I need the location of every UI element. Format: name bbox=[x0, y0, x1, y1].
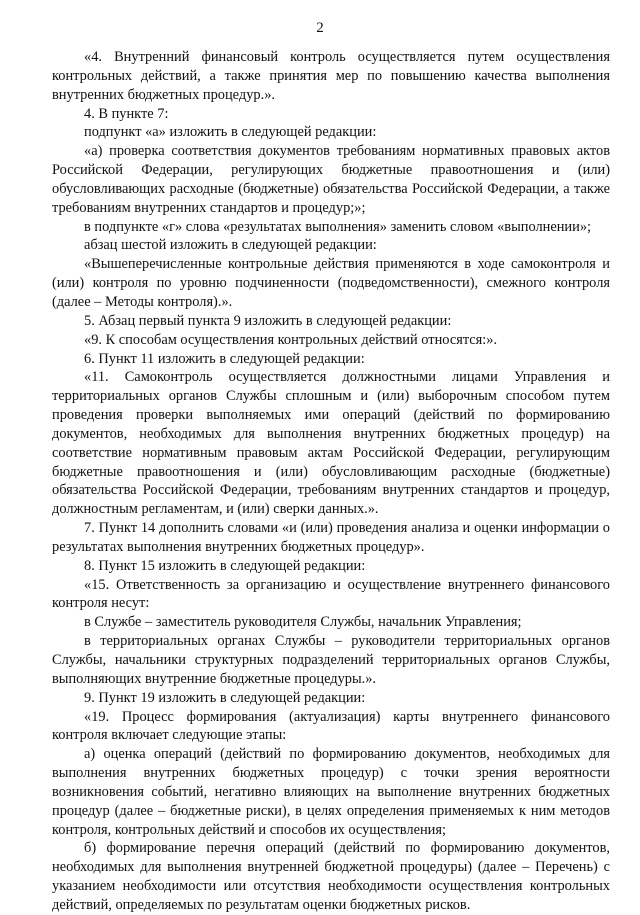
paragraph: в Службе – заместитель руководителя Службы, начальник Управления; bbox=[84, 614, 522, 631]
paragraph: «Вышеперечисленные контрольные действия применяются в ходе самоконтроля и (или) контроля по уровню подчиненности (подведомственности), смежного контроля (далее – Методы контроля).». bbox=[52, 256, 610, 310]
paragraph: а) оценка операций (действий по формированию документов, необходимых для выполнения внутренних бюджетных процедур) с точки зрения вероятности возникновения событий, негативно влияющих на выполнение внутренних бюджетных процедур (далее – бюджетные риски), в целях определения применяемых к ним методов контроля, контрольных действий и способов их осуществления; bbox=[52, 746, 610, 838]
paragraph: 8. Пункт 15 изложить в следующей редакции: bbox=[84, 557, 366, 574]
paragraph: 6. Пункт 11 изложить в следующей редакции: bbox=[84, 350, 365, 367]
page-number: 2 bbox=[316, 20, 324, 36]
paragraph: 5. Абзац первый пункта 9 изложить в следующей редакции: bbox=[84, 312, 452, 329]
paragraph: абзац шестой изложить в следующей редакции: bbox=[84, 237, 377, 254]
paragraph: «15. Ответственность за организацию и осуществление внутреннего финансового контроля несут: bbox=[52, 576, 610, 612]
paragraph: б) формирование перечня операций (действий по формированию документов, необходимых для выполнения внутренней бюджетной процедуры) (далее – Перечень) с указанием необходимости или отсутствия необходимости осуществления контрольных действий, определяемых по результатам оценки бюджетных рисков. bbox=[52, 840, 610, 913]
paragraph: 9. Пункт 19 изложить в следующей редакции: bbox=[84, 689, 366, 706]
paragraph: «19. Процесс формирования (актуализация) карты внутреннего финансового контроля включает следующие этапы: bbox=[52, 708, 610, 744]
paragraph: в подпункте «г» слова «результатах выполнения» заменить словом «выполнении»; bbox=[84, 218, 592, 235]
paragraph: «4. Внутренний финансовый контроль осуществляется путем осуществления контрольных действий, а также принятия мер по повышению качества выполнения внутренних бюджетных процедур.». bbox=[52, 49, 610, 103]
paragraph: в территориальных органах Службы – руководители территориальных органов Службы, начальники структурных подразделений территориальных органов Службы, выполняющих внутренние бюджетные процедуры.». bbox=[52, 633, 610, 687]
paragraph: «11. Самоконтроль осуществляется должностными лицами Управления и территориальных органов Службы сплошным и (или) выборочным способом путем проведения проверки выполняемых ими операций (действий по формированию документов, необходимых для выполнения внутренних бюджетных процедур) на соответствие нормативным правовым актам Российской Федерации, регулирующим бюджетные правоотношения и (или) обусловливающим расходные (бюджетные) обязательства Российской Федерации, требованиям внутренних стандартов и процедур, должностным регламентам, и (или) сверки данных.». bbox=[52, 369, 610, 518]
document-body bbox=[52, 48, 610, 915]
paragraph: 7. Пункт 14 дополнить словами «и (или) проведения анализа и оценки информации о результатах выполнения внутренних бюджетных процедур». bbox=[52, 520, 610, 555]
paragraph: «9. К способам осуществления контрольных действий относятся:». bbox=[84, 331, 498, 348]
paragraph: «а) проверка соответствия документов требованиям нормативных правовых актов Российской Федерации, регулирующих бюджетные правоотношения и (или) обусловливающих расходные (бюджетные) обязательства Российской Федерации, а также требованиям внутренних стандартов и процедур;»; bbox=[52, 143, 610, 216]
paragraph: подпункт «а» изложить в следующей редакции: bbox=[84, 124, 377, 141]
paragraph: 4. В пункте 7: bbox=[84, 105, 169, 122]
